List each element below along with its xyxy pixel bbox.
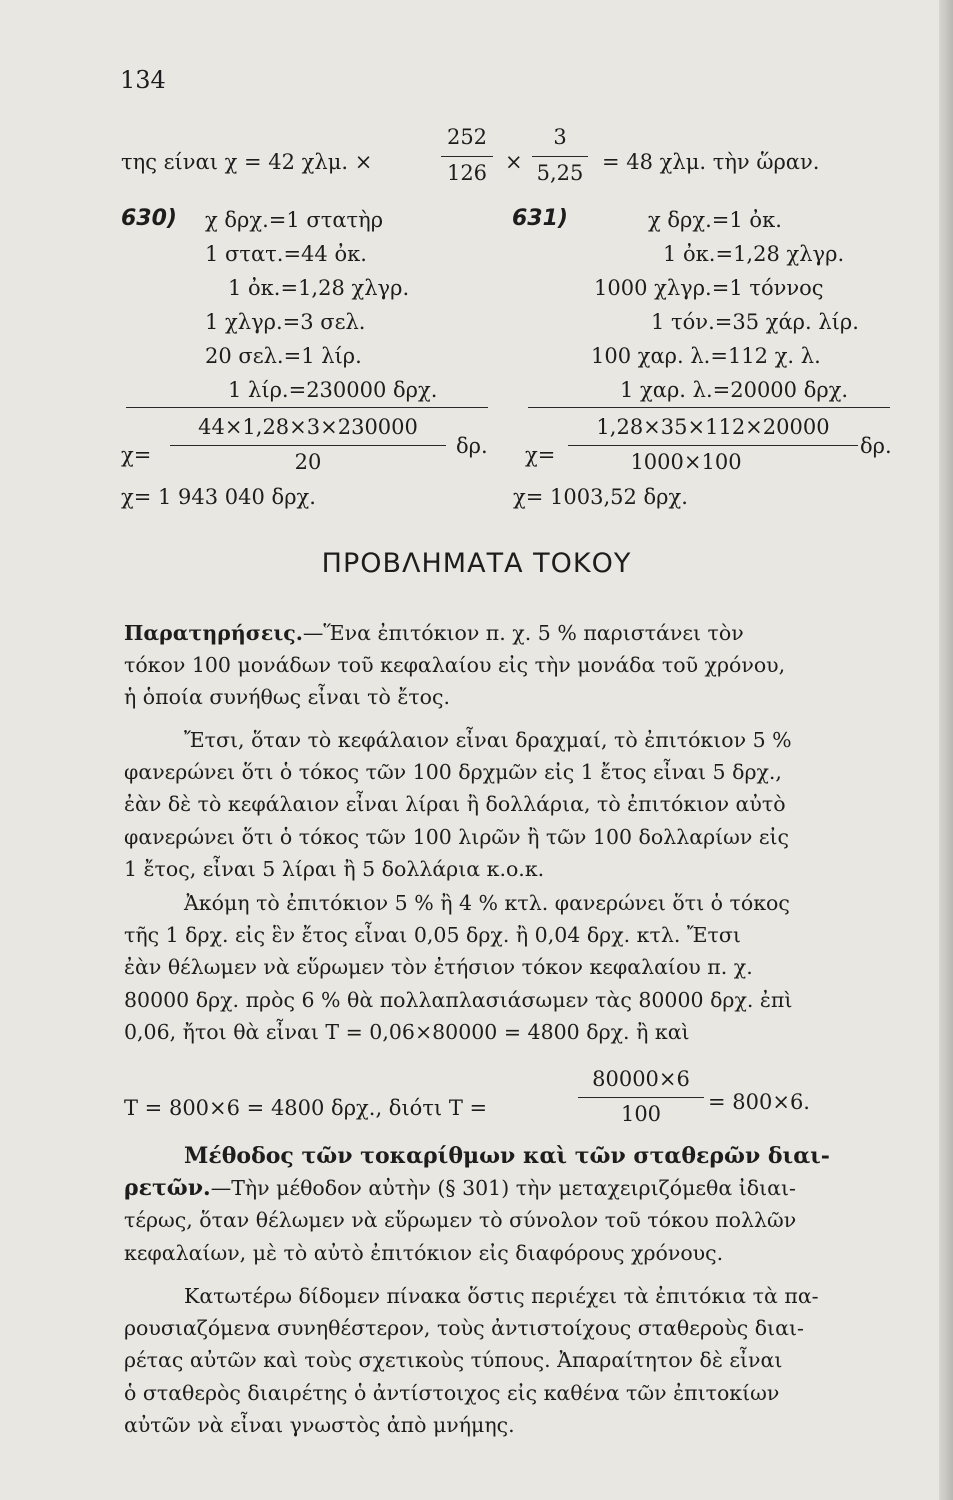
p630-numerator: 44×1,28×3×230000 bbox=[198, 415, 418, 439]
p630-result: χ= 1 943 040 δρχ. bbox=[121, 485, 316, 509]
text-line: τόκον 100 μονάδων τοῦ κεφαλαίου εἰς τὴν μονάδα τοῦ χρόνου, bbox=[124, 653, 786, 678]
p631-fraction-bar bbox=[568, 445, 858, 446]
text-line: κεφαλαίων, μὲ τὸ αὐτὸ ἐπιτόκιον εἰς διαφόρους χρόνους. bbox=[124, 1240, 724, 1265]
text-line: φανερώνει ὅτι ὁ τόκος τῶν 100 δρχμῶν εἰς 1 ἔτος εἶναι 5 δρχ., bbox=[124, 760, 782, 785]
p630-line: 20 σελ.=1 λίρ. bbox=[205, 344, 362, 368]
paragraph-rates bbox=[124, 887, 890, 1048]
text-line: τέρως, ὅταν θέλωμεν νὰ εὕρωμεν τὸ σύνολον τοῦ τόκου πολλῶν bbox=[124, 1208, 797, 1233]
p630-fraction-bar bbox=[170, 445, 446, 446]
text-span: —Ἕνα ἐπιτόκιον π. χ. 5 % παριστάνει τὸν bbox=[302, 621, 744, 645]
text-line bbox=[124, 617, 890, 649]
top-f1-bar bbox=[441, 156, 493, 157]
p630-x-eq: χ= bbox=[121, 443, 152, 467]
p631-first: χ δρχ.=1 ὀκ. bbox=[648, 208, 782, 232]
paragraph-example bbox=[124, 724, 890, 885]
formula-denominator: 100 bbox=[620, 1102, 662, 1126]
paragraph-observations bbox=[124, 617, 890, 714]
text-line: Κατωτέρω δίδομεν πίνακα ὅστις περιέχει τὰ ἐπιτόκια τὰ πα- bbox=[184, 1284, 819, 1308]
p631-line: 1 ὀκ.=1,28 χλγρ. bbox=[663, 242, 845, 266]
text-line: 0,06, ἤτοι θὰ εἶναι T = 0,06×80000 = 4800 δρχ. ἢ καὶ bbox=[124, 1019, 690, 1044]
p630-rule bbox=[126, 407, 488, 408]
paragraph-method bbox=[124, 1140, 890, 1269]
text-line: ἐὰν θέλωμεν νὰ εὕρωμεν τὸν ἐτήσιον τόκον κεφαλαίου π. χ. bbox=[124, 955, 753, 980]
text-line: 1 ἔτος, εἶναι 5 λίραι ἢ 5 δολλάρια κ.ο.κ. bbox=[124, 856, 545, 881]
top-f2-bar bbox=[532, 156, 588, 157]
p631-denominator: 1000×100 bbox=[630, 450, 742, 474]
section-heading: ΠΡΟΒΛΗΜΑΤΑ ΤΟΚΟΥ bbox=[321, 548, 632, 579]
text-line: φανερώνει ὅτι ὁ τόκος τῶν 100 λιρῶν ἢ τῶν 100 δολλαρίων εἰς bbox=[124, 824, 789, 849]
text-line: ἐὰν δὲ τὸ κεφάλαιον εἶναι λίραι ἢ δολλάρια, τὸ ἐπιτόκιον αὐτὸ bbox=[124, 792, 786, 817]
p631-line: 1 τόν.=35 χάρ. λίρ. bbox=[651, 310, 859, 334]
text-line: αὐτῶν νὰ εἶναι γνωστὸς ἀπὸ μνήμης. bbox=[124, 1412, 515, 1437]
p630-line: 1 λίρ.=230000 δρχ. bbox=[228, 378, 438, 402]
p631-rule bbox=[528, 407, 890, 408]
text-span: —Τὴν μέθοδον αὐτὴν (§ 301) τὴν μεταχειριζόμεθα ἰδιαι- bbox=[210, 1176, 796, 1201]
problem-631-label: 631) bbox=[512, 206, 568, 231]
p631-line: 1000 χλγρ.=1 τόννος bbox=[594, 276, 824, 300]
p631-result: χ= 1003,52 δρχ. bbox=[513, 485, 688, 509]
formula-lead: T = 800×6 = 4800 δρχ., διότι T = bbox=[124, 1096, 488, 1120]
text-line: ρουσιαζόμενα συνηθέστερον, τοὺς ἀντιστοίχους σταθεροὺς διαι- bbox=[124, 1316, 804, 1341]
top-f1-den: 126 bbox=[446, 161, 488, 185]
top-line-lead: της είναι χ = 42 χλμ. × bbox=[121, 150, 373, 174]
formula-numerator: 80000×6 bbox=[592, 1067, 690, 1091]
text-line: Ἔτσι, ὅταν τὸ κεφάλαιον εἶναι δραχμαί, τὸ ἐπιτόκιον 5 % bbox=[184, 728, 792, 752]
text-line: Ἀκόμη τὸ ἐπιτόκιον 5 % ἢ 4 % κτλ. φανερώνει ὅτι ὁ τόκος bbox=[184, 891, 790, 915]
p631-line: 100 χαρ. λ.=112 χ. λ. bbox=[591, 344, 821, 368]
text-line: τῆς 1 δρχ. εἰς ἓν ἔτος εἶναι 0,05 δρχ. ἢ 0,04 δρχ. κτλ. Ἔτσι bbox=[124, 923, 741, 948]
formula-fraction-bar bbox=[578, 1097, 704, 1098]
top-f2-num: 3 bbox=[553, 125, 567, 149]
bold-term: Παρατηρήσεις. bbox=[124, 621, 303, 645]
p630-first: χ δρχ.=1 στατὴρ bbox=[205, 208, 384, 232]
p631-numerator: 1,28×35×112×20000 bbox=[596, 415, 830, 439]
page-number: 134 bbox=[120, 66, 166, 94]
problem-630-label: 630) bbox=[121, 206, 177, 231]
text-line: 80000 δρχ. πρὸς 6 % θὰ πολλαπλασιάσωμεν τὰς 80000 δρχ. ἐπὶ bbox=[124, 987, 793, 1012]
bold-heading-line: Μέθοδος τῶν τοκαρίθμων καὶ τῶν σταθερῶν διαι- bbox=[184, 1143, 830, 1169]
p630-line: 1 χλγρ.=3 σελ. bbox=[205, 310, 366, 334]
p630-line: 1 στατ.=44 ὀκ. bbox=[205, 242, 367, 266]
top-f1-num: 252 bbox=[446, 125, 488, 149]
bold-term: ρετῶν. bbox=[124, 1175, 211, 1202]
text-line: ρέτας αὐτῶν καὶ τοὺς σχετικοὺς τύπους. Ἀπαραίτητον δὲ εἶναι bbox=[124, 1348, 783, 1373]
text-line: ἡ ὁποία συνήθως εἶναι τὸ ἔτος. bbox=[124, 685, 451, 710]
p631-unit: δρ. bbox=[860, 434, 892, 458]
top-f2-den: 5,25 bbox=[536, 161, 584, 185]
p631-line: 1 χαρ. λ.=20000 δρχ. bbox=[620, 378, 849, 402]
p631-x-eq: χ= bbox=[525, 443, 556, 467]
top-line-tail: = 48 χλμ. τὴν ὥραν. bbox=[602, 150, 820, 174]
p630-line: 1 ὀκ.=1,28 χλγρ. bbox=[228, 276, 410, 300]
text-line bbox=[124, 1172, 890, 1204]
page-edge bbox=[939, 0, 953, 1500]
top-times: × bbox=[505, 150, 523, 174]
text-line: ὁ σταθερὸς διαιρέτης ὁ ἀντίστοιχος εἰς καθένα τῶν ἐπιτοκίων bbox=[124, 1380, 780, 1405]
p630-denominator: 20 bbox=[294, 450, 322, 474]
formula-tail: = 800×6. bbox=[708, 1090, 810, 1114]
p630-unit: δρ. bbox=[456, 434, 488, 458]
paragraph-table-intro bbox=[124, 1280, 890, 1441]
